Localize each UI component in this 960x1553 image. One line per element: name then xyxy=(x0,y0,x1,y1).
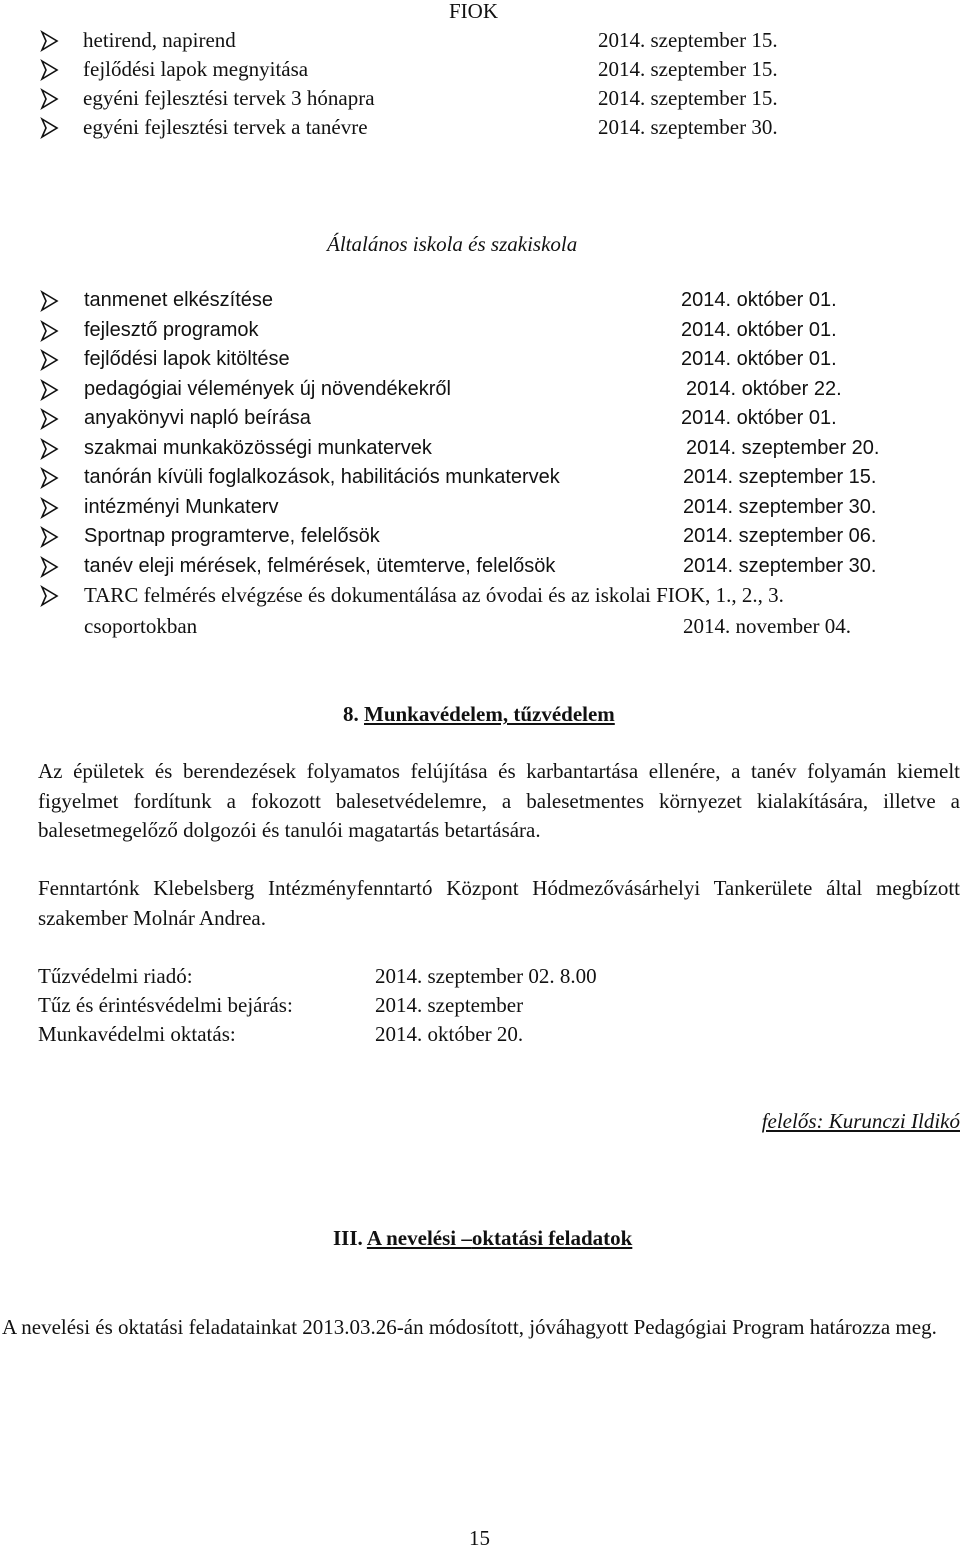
schedule-label: Tűzvédelmi riadó: xyxy=(38,964,193,988)
section-title-part-b: oktatási feladatok xyxy=(471,1226,633,1250)
arrow-bullet-icon xyxy=(38,556,60,578)
list-item-label: Sportnap programterve, felelősök xyxy=(84,525,380,547)
list-item-label: tanórán kívüli foglalkozások, habilitációs munkatervek xyxy=(84,466,560,488)
list-item-label: intézményi Munkaterv xyxy=(84,496,279,518)
list-item-date: 2014. szeptember 15. xyxy=(683,466,877,488)
tarc-line-1: TARC felmérés elvégzése és dokumentálása az óvodai és az iskolai FIOK, 1., 2., 3. xyxy=(84,583,784,607)
list-item-date: 2014. szeptember 30. xyxy=(683,496,877,518)
fiok-heading: FIOK xyxy=(449,0,499,23)
arrow-bullet-icon xyxy=(38,290,60,312)
list-item-label: tanmenet elkészítése xyxy=(84,289,273,311)
arrow-bullet-icon xyxy=(38,320,60,342)
list-item-date: 2014. október 22. xyxy=(686,378,842,400)
arrow-bullet-icon xyxy=(38,408,60,430)
tarc-line-2: csoportokban xyxy=(84,614,198,638)
list-item-date: 2014. szeptember 30. xyxy=(683,555,877,577)
section-8-heading xyxy=(343,700,615,729)
schedule-label: Tűz és érintésvédelmi bejárás: xyxy=(38,993,293,1017)
arrow-bullet-icon xyxy=(38,88,60,110)
arrow-bullet-icon xyxy=(38,585,60,607)
arrow-bullet-icon xyxy=(38,30,60,52)
list-item-date: 2014. szeptember 15. xyxy=(598,86,778,110)
list-item-date: 2014. szeptember 20. xyxy=(686,437,880,459)
list-item-date: 2014. szeptember 15. xyxy=(598,57,778,81)
list-item-label: egyéni fejlesztési tervek a tanévre xyxy=(83,115,368,139)
list-item-label: anyakönyvi napló beírása xyxy=(84,407,311,429)
list-item-label: pedagógiai vélemények új növendékekről xyxy=(84,378,451,400)
list-item-date: 2014. november 04. xyxy=(683,614,851,638)
list-item-date: 2014. szeptember 30. xyxy=(598,115,778,139)
list-item-label: egyéni fejlesztési tervek 3 hónapra xyxy=(83,86,375,110)
school-heading: Általános iskola és szakiskola xyxy=(327,232,578,256)
list-item-label: fejlődési lapok megnyitása xyxy=(83,57,309,81)
schedule-label: Munkavédelmi oktatás: xyxy=(38,1022,236,1046)
list-item-label: tanév eleji mérések, felmérések, ütemterve, felelősök xyxy=(84,555,556,577)
section-number: 8. xyxy=(343,702,359,726)
section-3-heading xyxy=(333,1224,632,1253)
list-item-date: 2014. október 01. xyxy=(681,289,837,311)
section-number: III. xyxy=(333,1226,363,1250)
list-item-label: szakmai munkaközösségi munkatervek xyxy=(84,437,432,459)
responsible-person: felelős: Kurunczi Ildikó xyxy=(761,1109,960,1133)
section-8-paragraph-2: Fenntartónk Klebelsberg Intézményfenntartó Központ Hódmezővásárhelyi Tankerülete által megbízott szakember Molnár Andrea. xyxy=(38,876,960,930)
list-item-date: 2014. szeptember 06. xyxy=(683,525,877,547)
arrow-bullet-icon xyxy=(38,467,60,489)
schedule-value: 2014. szeptember xyxy=(375,993,524,1017)
list-item-date: 2014. október 01. xyxy=(681,348,837,370)
section-title: Munkavédelem, tűzvédelem xyxy=(364,702,615,726)
schedule-value: 2014. október 20. xyxy=(375,1022,524,1046)
arrow-bullet-icon xyxy=(38,526,60,548)
arrow-bullet-icon xyxy=(38,497,60,519)
schedule-value: 2014. szeptember 02. 8.00 xyxy=(375,964,597,988)
arrow-bullet-icon xyxy=(38,438,60,460)
list-item-date: 2014. október 01. xyxy=(681,319,837,341)
list-item-label: fejlesztő programok xyxy=(84,319,259,341)
arrow-bullet-icon xyxy=(38,379,60,401)
list-item-label: hetirend, napirend xyxy=(83,28,236,52)
arrow-bullet-icon xyxy=(38,59,60,81)
section-title-part-a: A nevelési – xyxy=(366,1226,472,1250)
arrow-bullet-icon xyxy=(38,349,60,371)
list-item-label: fejlődési lapok kitöltése xyxy=(84,348,290,370)
section-8-paragraph-1: Az épületek és berendezések folyamatos felújítása és karbantartása ellenére, a tanév folyamán kiemelt figyelmet fordítunk a fokozott balesetvédelemre, a balesetmentes környezet kialakítására, illetve a balesetmegelőző dolgozói és tanulói magatartás betartására. xyxy=(38,759,960,842)
page-number: 15 xyxy=(469,1526,490,1550)
list-item-date: 2014. október 01. xyxy=(681,407,837,429)
arrow-bullet-icon xyxy=(38,117,60,139)
list-item-date: 2014. szeptember 15. xyxy=(598,28,778,52)
section-3-paragraph: A nevelési és oktatási feladatainkat 2013.03.26-án módosított, jóváhagyott Pedagógiai Program határozza meg. xyxy=(2,1315,937,1339)
